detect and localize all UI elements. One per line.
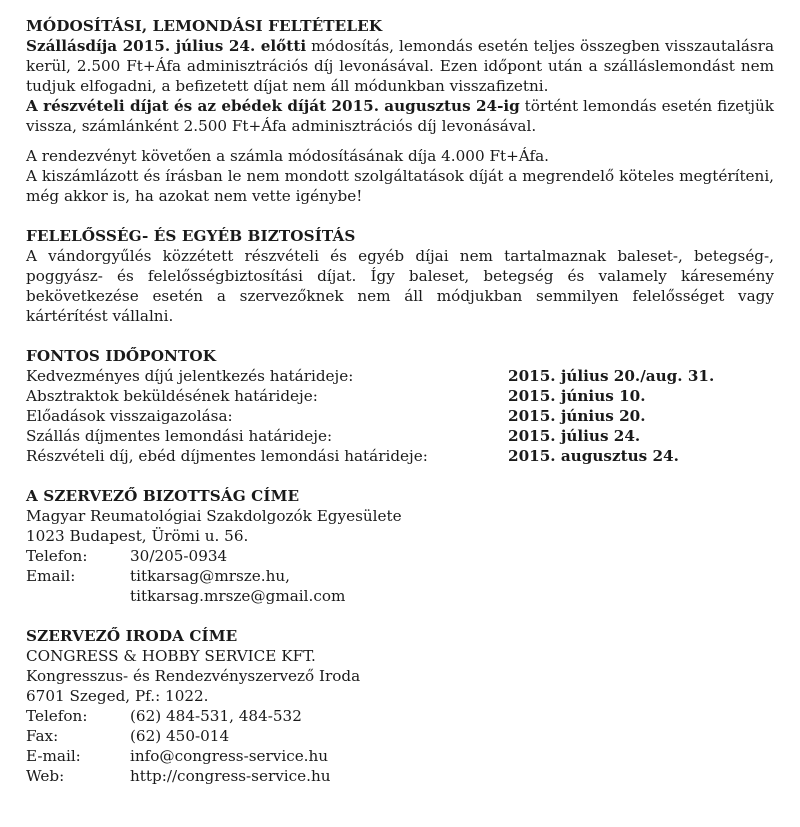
office-fax-row: [26, 726, 774, 746]
committee-address: 1023 Budapest, Ürömi u. 56.: [26, 527, 249, 545]
fax-label: Fax:: [26, 727, 59, 745]
organizing-committee-section: [26, 486, 774, 606]
modification-section: [26, 16, 774, 206]
committee-email-row: [26, 566, 774, 586]
committee-phone-row: [26, 546, 774, 566]
date-value: 2015. augusztus 24.: [508, 447, 679, 465]
committee-email-primary: titkarsag@mrsze.hu,: [130, 567, 291, 585]
office-web-row: [26, 766, 774, 786]
insurance-section: [26, 226, 774, 326]
phone-label: Telefon:: [26, 547, 88, 565]
date-row: [26, 386, 774, 406]
web-label: Web:: [26, 767, 65, 785]
date-row: [26, 426, 774, 446]
date-row: [26, 446, 774, 466]
date-row: [26, 406, 774, 426]
date-label: Absztraktok beküldésének határideje:: [26, 387, 318, 405]
accommodation-deadline-bold: Szállásdíja 2015. július 24. előtti: [26, 37, 307, 55]
email-label: Email:: [26, 567, 76, 585]
fee-deadline-bold: A részvételi díjat és az ebédek díját 2015. augusztus 24-ig: [26, 97, 520, 115]
date-value: 2015. július 24.: [508, 427, 641, 445]
date-label: Szállás díjmentes lemondási határideje:: [26, 427, 333, 445]
date-value: 2015. június 10.: [508, 387, 646, 405]
office-title: SZERVEZŐ IRODA CÍME: [26, 627, 238, 645]
date-value: 2015. július 20./aug. 31.: [508, 367, 715, 385]
committee-title: A SZERVEZŐ BIZOTTSÁG CÍME: [26, 487, 300, 505]
office-phone-row: [26, 706, 774, 726]
office-unit: Kongresszus- és Rendezvényszervező Iroda: [26, 667, 361, 685]
fee-paragraph-text: történt lemondás esetén fizetjük vissza, számlánként 2.500 Ft+Áfa adminisztrációs díj levonásával.: [26, 97, 774, 135]
date-label: Részvételi díj, ebéd díjmentes lemondási határideje:: [26, 447, 428, 465]
accommodation-paragraph-text: módosítás, lemondás esetén teljes összegben visszautalásra kerül, 2.500 Ft+Áfa adminisztrációs díj levonásával. Ezen időpont után a szálláslemondást nem tudjuk elfogadni, a befizetett díjat nem áll módunkban visszafizetni.: [26, 37, 775, 95]
committee-phone: 30/205-0934: [130, 547, 228, 565]
date-row: [26, 366, 774, 386]
invoice-modification-paragraph: A rendezvényt követően a számla módosításának díja 4.000 Ft+Áfa.: [26, 147, 550, 165]
important-dates-title: FONTOS IDŐPONTOK: [26, 347, 217, 365]
date-label: Kedvezményes díjú jelentkezés határideje:: [26, 367, 354, 385]
office-email-row: [26, 746, 774, 766]
committee-org-name: Magyar Reumatológiai Szakdolgozók Egyesülete: [26, 507, 402, 525]
office-address: 6701 Szeged, Pf.: 1022.: [26, 687, 209, 705]
office-fax: (62) 450-014: [130, 727, 230, 745]
invoiced-services-paragraph: A kiszámlázott és írásban le nem mondott szolgáltatások díját a megrendelő köteles megtéríteni, még akkor is, ha azokat nem vette igénybe!: [26, 167, 774, 205]
office-email: info@congress-service.hu: [130, 747, 329, 765]
phone-label: Telefon:: [26, 707, 88, 725]
important-dates-section: [26, 346, 774, 466]
insurance-title: FELELŐSSÉG- ÉS EGYÉB BIZTOSÍTÁS: [26, 227, 356, 245]
committee-email-secondary: titkarsag.mrsze@gmail.com: [130, 587, 346, 605]
insurance-paragraph: A vándorgyűlés közzétett részvételi és egyéb díjai nem tartalmaznak baleset-, betegség-, poggyász- és felelősségbiztosítási díjat. Így baleset, betegség és valamely káresemény bekövetkezése esetén a szervezőknek nem áll módjukban semmilyen felelősséget vagy kártérítést vállalni.: [26, 247, 774, 325]
accommodation-paragraph: [26, 36, 774, 96]
organizer-office-section: [26, 626, 774, 786]
office-phone: (62) 484-531, 484-532: [130, 707, 302, 725]
email-label: E-mail:: [26, 747, 81, 765]
modification-title: MÓDOSÍTÁSI, LEMONDÁSI FELTÉTELEK: [26, 17, 383, 35]
fee-paragraph: [26, 96, 774, 136]
office-web: http://congress-service.hu: [130, 767, 331, 785]
committee-email-row-2: [26, 586, 774, 606]
date-value: 2015. június 20.: [508, 407, 646, 425]
date-label: Előadások visszaigazolása:: [26, 407, 233, 425]
office-company: CONGRESS & HOBBY SERVICE KFT.: [26, 647, 316, 665]
